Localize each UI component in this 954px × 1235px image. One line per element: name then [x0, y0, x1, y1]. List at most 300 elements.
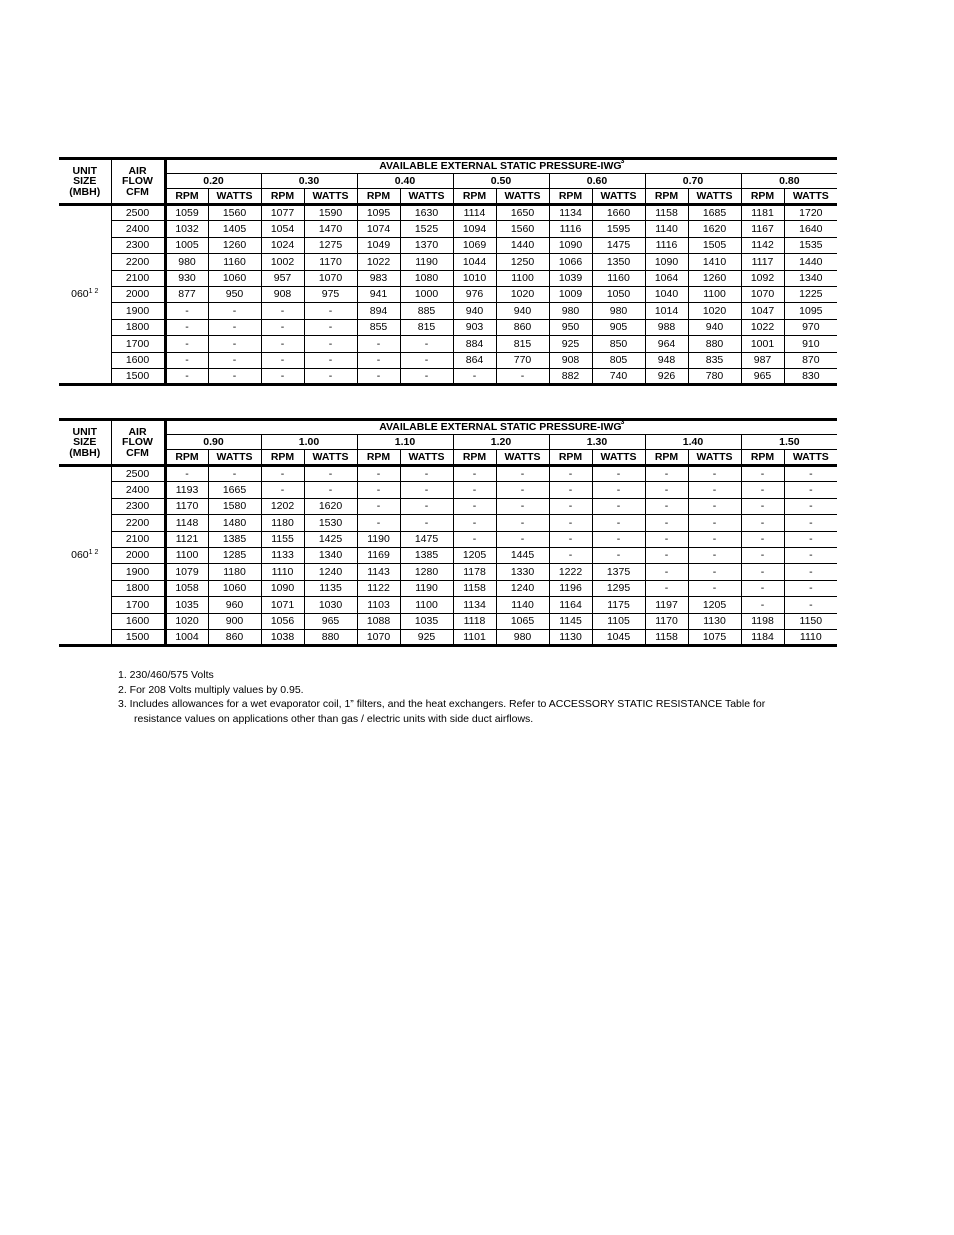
- watts-cell: -: [208, 319, 261, 335]
- pressure-value-header: 1.10: [357, 435, 453, 450]
- rpm-cell: 1116: [645, 237, 688, 253]
- cfm-cell: 2200: [111, 254, 165, 270]
- watts-cell: 1110: [784, 629, 837, 645]
- rpm-column-header: RPM: [741, 189, 784, 205]
- rpm-cell: -: [261, 336, 304, 352]
- rpm-cell: 1170: [645, 613, 688, 629]
- rpm-cell: 1005: [165, 237, 208, 253]
- watts-column-header: WATTS: [592, 189, 645, 205]
- rpm-cell: 1069: [453, 237, 496, 253]
- cfm-cell: 1900: [111, 564, 165, 580]
- rpm-cell: -: [261, 352, 304, 368]
- rpm-cell: 948: [645, 352, 688, 368]
- rpm-cell: -: [261, 319, 304, 335]
- rpm-cell: 1070: [741, 286, 784, 302]
- rpm-cell: 1035: [165, 597, 208, 613]
- air-flow-header-line: CFM: [126, 185, 149, 198]
- cfm-cell: 1900: [111, 303, 165, 319]
- rpm-column-header: RPM: [165, 189, 208, 205]
- rpm-cell: -: [549, 547, 592, 563]
- unit-size-header: [59, 420, 111, 466]
- watts-cell: 1285: [208, 547, 261, 563]
- cfm-cell: 1500: [111, 368, 165, 384]
- watts-cell: 1630: [400, 205, 453, 221]
- rpm-column-header: RPM: [645, 189, 688, 205]
- rpm-cell: 1158: [645, 629, 688, 645]
- rpm-cell: 1056: [261, 613, 304, 629]
- watts-cell: -: [400, 368, 453, 384]
- watts-cell: -: [592, 498, 645, 514]
- watts-column-header: WATTS: [496, 450, 549, 466]
- rpm-column-header: RPM: [549, 450, 592, 466]
- rpm-cell: 1197: [645, 597, 688, 613]
- watts-cell: 900: [208, 613, 261, 629]
- rpm-cell: 1140: [645, 221, 688, 237]
- table-row: [59, 254, 837, 270]
- watts-cell: 1080: [400, 270, 453, 286]
- table-row: [59, 531, 837, 547]
- rpm-cell: 1079: [165, 564, 208, 580]
- cfm-cell: 2500: [111, 205, 165, 221]
- table-row: [59, 237, 837, 253]
- rpm-cell: 908: [549, 352, 592, 368]
- rpm-cell: -: [741, 531, 784, 547]
- watts-cell: -: [688, 498, 741, 514]
- rpm-cell: -: [741, 597, 784, 613]
- rpm-cell: 1058: [165, 580, 208, 596]
- pressure-value-header: 0.40: [357, 174, 453, 189]
- unit-size-footnotes: 1 2: [88, 288, 99, 296]
- watts-cell: 880: [304, 629, 357, 645]
- watts-cell: 1330: [496, 564, 549, 580]
- table-row: [59, 286, 837, 302]
- watts-cell: -: [592, 482, 645, 498]
- watts-cell: 1150: [784, 613, 837, 629]
- rpm-cell: 1118: [453, 613, 496, 629]
- watts-column-header: WATTS: [304, 189, 357, 205]
- rpm-cell: -: [645, 564, 688, 580]
- rpm-cell: 1103: [357, 597, 400, 613]
- rpm-cell: 1110: [261, 564, 304, 580]
- rpm-cell: -: [357, 466, 400, 482]
- watts-column-header: WATTS: [400, 450, 453, 466]
- watts-cell: 1070: [304, 270, 357, 286]
- rpm-cell: -: [165, 336, 208, 352]
- rpm-cell: -: [165, 466, 208, 482]
- footnotes: [118, 668, 818, 726]
- rpm-cell: -: [741, 515, 784, 531]
- pressure-value-header: 1.40: [645, 435, 741, 450]
- rpm-cell: -: [549, 466, 592, 482]
- rpm-cell: -: [165, 368, 208, 384]
- rpm-cell: -: [357, 336, 400, 352]
- watts-cell: 1595: [592, 221, 645, 237]
- watts-cell: -: [304, 466, 357, 482]
- watts-cell: -: [208, 352, 261, 368]
- watts-cell: -: [304, 319, 357, 335]
- rpm-cell: 1180: [261, 515, 304, 531]
- watts-cell: 970: [784, 319, 837, 335]
- rpm-cell: 941: [357, 286, 400, 302]
- cfm-cell: 2400: [111, 482, 165, 498]
- watts-cell: -: [688, 482, 741, 498]
- rpm-cell: 1092: [741, 270, 784, 286]
- rpm-cell: -: [165, 319, 208, 335]
- rpm-cell: -: [261, 303, 304, 319]
- watts-cell: 1035: [400, 613, 453, 629]
- watts-cell: -: [208, 336, 261, 352]
- rpm-cell: -: [645, 498, 688, 514]
- watts-cell: 1100: [400, 597, 453, 613]
- rpm-cell: 1049: [357, 237, 400, 253]
- rpm-cell: 1059: [165, 205, 208, 221]
- rpm-cell: 1205: [453, 547, 496, 563]
- footnote-2: 2. For 208 Volts multiply values by 0.95.: [118, 683, 304, 696]
- table-row: [59, 547, 837, 563]
- watts-cell: 1440: [784, 254, 837, 270]
- watts-cell: 1020: [688, 303, 741, 319]
- rpm-cell: 1164: [549, 597, 592, 613]
- watts-cell: -: [304, 336, 357, 352]
- rpm-cell: -: [357, 368, 400, 384]
- unit-size-header-line: (MBH): [69, 446, 101, 459]
- watts-cell: -: [208, 368, 261, 384]
- watts-cell: -: [400, 466, 453, 482]
- watts-cell: -: [304, 368, 357, 384]
- rpm-cell: 1158: [645, 205, 688, 221]
- footnote-3: 3. Includes allowances for a wet evaporator coil, 1” filters, and the heat exchangers. Refer to ACCESSORY STATIC RESISTANCE Table for: [118, 698, 766, 710]
- table-row: [59, 482, 837, 498]
- pressure-title-text: AVAILABLE EXTERNAL STATIC PRESSURE-IWG: [379, 421, 622, 434]
- watts-cell: 1650: [496, 205, 549, 221]
- watts-cell: 830: [784, 368, 837, 384]
- rpm-cell: -: [165, 352, 208, 368]
- air-flow-header-line: AIR: [128, 164, 147, 177]
- watts-cell: -: [688, 547, 741, 563]
- watts-cell: 980: [592, 303, 645, 319]
- rpm-cell: 1054: [261, 221, 304, 237]
- rpm-cell: 1032: [165, 221, 208, 237]
- rpm-cell: 950: [549, 319, 592, 335]
- rpm-cell: 957: [261, 270, 304, 286]
- rpm-cell: -: [741, 498, 784, 514]
- watts-cell: 1180: [208, 564, 261, 580]
- watts-cell: -: [400, 352, 453, 368]
- rpm-cell: 1064: [645, 270, 688, 286]
- watts-cell: -: [496, 498, 549, 514]
- rpm-cell: 1117: [741, 254, 784, 270]
- cfm-cell: 2400: [111, 221, 165, 237]
- rpm-cell: -: [261, 368, 304, 384]
- rpm-cell: 1158: [453, 580, 496, 596]
- table-row: [59, 205, 837, 221]
- watts-cell: -: [688, 515, 741, 531]
- rpm-cell: 1202: [261, 498, 304, 514]
- cfm-cell: 1500: [111, 629, 165, 645]
- unit-size-header-line: UNIT: [72, 164, 97, 177]
- watts-column-header: WATTS: [688, 189, 741, 205]
- watts-cell: 1475: [592, 237, 645, 253]
- watts-cell: 1060: [208, 270, 261, 286]
- watts-cell: 1060: [208, 580, 261, 596]
- rpm-cell: 1014: [645, 303, 688, 319]
- watts-cell: -: [784, 531, 837, 547]
- rpm-cell: -: [741, 466, 784, 482]
- cfm-cell: 2000: [111, 286, 165, 302]
- table-row: [59, 270, 837, 286]
- watts-cell: 1480: [208, 515, 261, 531]
- watts-cell: 1190: [400, 254, 453, 270]
- watts-cell: 1580: [208, 498, 261, 514]
- rpm-cell: 894: [357, 303, 400, 319]
- table-row: [59, 564, 837, 580]
- watts-cell: 1045: [592, 629, 645, 645]
- watts-cell: 1350: [592, 254, 645, 270]
- air-flow-header-line: CFM: [126, 446, 149, 459]
- watts-cell: 1385: [208, 531, 261, 547]
- watts-cell: -: [400, 482, 453, 498]
- watts-cell: 1525: [400, 221, 453, 237]
- cfm-cell: 2300: [111, 498, 165, 514]
- rpm-cell: -: [645, 547, 688, 563]
- pressure-title-text: AVAILABLE EXTERNAL STATIC PRESSURE-IWG: [379, 160, 622, 173]
- rpm-cell: 1022: [741, 319, 784, 335]
- watts-cell: 1665: [208, 482, 261, 498]
- watts-cell: 1340: [304, 547, 357, 563]
- watts-cell: -: [304, 352, 357, 368]
- unit-size-header-line: (MBH): [69, 185, 101, 198]
- watts-column-header: WATTS: [208, 189, 261, 205]
- cfm-cell: 2000: [111, 547, 165, 563]
- pressure-value-header: 0.70: [645, 174, 741, 189]
- rpm-cell: 965: [741, 368, 784, 384]
- air-flow-header-line: AIR: [128, 425, 147, 438]
- rpm-cell: 1070: [357, 629, 400, 645]
- rpm-cell: 925: [549, 336, 592, 352]
- rpm-cell: -: [549, 515, 592, 531]
- rpm-cell: -: [357, 515, 400, 531]
- watts-cell: -: [304, 482, 357, 498]
- watts-cell: 960: [208, 597, 261, 613]
- rpm-cell: 1196: [549, 580, 592, 596]
- watts-cell: 1410: [688, 254, 741, 270]
- watts-cell: 1295: [592, 580, 645, 596]
- rpm-cell: -: [741, 547, 784, 563]
- table-row: [59, 352, 837, 368]
- rpm-cell: 964: [645, 336, 688, 352]
- rpm-cell: -: [261, 482, 304, 498]
- rpm-cell: -: [357, 482, 400, 498]
- rpm-cell: -: [357, 498, 400, 514]
- rpm-cell: 1010: [453, 270, 496, 286]
- watts-cell: -: [688, 580, 741, 596]
- watts-cell: 940: [496, 303, 549, 319]
- rpm-cell: 1020: [165, 613, 208, 629]
- unit-size-footnotes: 1 2: [88, 549, 99, 557]
- pressure-value-header: 0.20: [165, 174, 261, 189]
- rpm-column-header: RPM: [165, 450, 208, 466]
- air-flow-header-line: FLOW: [122, 436, 153, 449]
- cfm-cell: 1700: [111, 597, 165, 613]
- rpm-cell: 1170: [165, 498, 208, 514]
- rpm-cell: 1121: [165, 531, 208, 547]
- rpm-cell: 926: [645, 368, 688, 384]
- watts-cell: 1370: [400, 237, 453, 253]
- rpm-cell: -: [165, 303, 208, 319]
- pressure-value-header: 1.20: [453, 435, 549, 450]
- watts-cell: 1440: [496, 237, 549, 253]
- rpm-cell: 988: [645, 319, 688, 335]
- rpm-cell: -: [549, 498, 592, 514]
- rpm-cell: -: [645, 482, 688, 498]
- pressure-value-header: 0.50: [453, 174, 549, 189]
- rpm-column-header: RPM: [645, 450, 688, 466]
- rpm-cell: 903: [453, 319, 496, 335]
- rpm-column-header: RPM: [357, 450, 400, 466]
- rpm-cell: -: [549, 531, 592, 547]
- rpm-cell: 1101: [453, 629, 496, 645]
- watts-cell: 1020: [496, 286, 549, 302]
- table-row: [59, 580, 837, 596]
- watts-cell: 1225: [784, 286, 837, 302]
- watts-cell: 1130: [688, 613, 741, 629]
- watts-cell: 1260: [208, 237, 261, 253]
- rpm-cell: 1077: [261, 205, 304, 221]
- watts-cell: 1030: [304, 597, 357, 613]
- unit-size-header-line: SIZE: [73, 175, 97, 188]
- watts-cell: 905: [592, 319, 645, 335]
- cfm-cell: 2100: [111, 531, 165, 547]
- rpm-cell: 1142: [741, 237, 784, 253]
- rpm-cell: 930: [165, 270, 208, 286]
- watts-cell: 1340: [784, 270, 837, 286]
- cfm-cell: 2200: [111, 515, 165, 531]
- rpm-cell: 1047: [741, 303, 784, 319]
- watts-cell: 940: [688, 319, 741, 335]
- rpm-cell: 1178: [453, 564, 496, 580]
- watts-cell: -: [592, 466, 645, 482]
- rpm-cell: 864: [453, 352, 496, 368]
- rpm-column-header: RPM: [453, 450, 496, 466]
- watts-cell: -: [400, 515, 453, 531]
- watts-cell: 1160: [208, 254, 261, 270]
- watts-cell: 850: [592, 336, 645, 352]
- rpm-cell: 1190: [357, 531, 400, 547]
- watts-cell: -: [784, 515, 837, 531]
- watts-cell: 925: [400, 629, 453, 645]
- rpm-cell: -: [549, 482, 592, 498]
- cfm-cell: 1800: [111, 580, 165, 596]
- watts-cell: 1375: [592, 564, 645, 580]
- footnote-3-continued: resistance values on applications other than gas / electric units with side duct airflows.: [134, 712, 534, 725]
- pressure-value-header: 1.30: [549, 435, 645, 450]
- table-row: [59, 466, 837, 482]
- rpm-column-header: RPM: [261, 189, 304, 205]
- blower-performance-table-2: [59, 418, 837, 647]
- rpm-cell: -: [453, 498, 496, 514]
- watts-cell: 835: [688, 352, 741, 368]
- rpm-cell: 1095: [357, 205, 400, 221]
- rpm-cell: 1198: [741, 613, 784, 629]
- pressure-value-header: 0.80: [741, 174, 837, 189]
- rpm-cell: 1155: [261, 531, 304, 547]
- rpm-cell: 1090: [549, 237, 592, 253]
- watts-cell: 880: [688, 336, 741, 352]
- rpm-cell: 1088: [357, 613, 400, 629]
- table-row: [59, 629, 837, 645]
- watts-cell: -: [208, 303, 261, 319]
- watts-cell: 1050: [592, 286, 645, 302]
- rpm-cell: 1066: [549, 254, 592, 270]
- unit-size-value: 060: [71, 288, 89, 301]
- watts-cell: 1240: [496, 580, 549, 596]
- unit-size-cell: [59, 466, 111, 646]
- rpm-cell: 1133: [261, 547, 304, 563]
- rpm-cell: 908: [261, 286, 304, 302]
- watts-cell: 910: [784, 336, 837, 352]
- rpm-cell: -: [645, 515, 688, 531]
- table-row: [59, 221, 837, 237]
- rpm-cell: 877: [165, 286, 208, 302]
- watts-cell: 1250: [496, 254, 549, 270]
- watts-cell: 950: [208, 286, 261, 302]
- watts-cell: -: [592, 531, 645, 547]
- pressure-title-footnote: 3: [620, 419, 625, 427]
- rpm-cell: 884: [453, 336, 496, 352]
- table-row: [59, 515, 837, 531]
- rpm-cell: 980: [549, 303, 592, 319]
- watts-cell: 1260: [688, 270, 741, 286]
- watts-cell: 1560: [496, 221, 549, 237]
- watts-cell: 1280: [400, 564, 453, 580]
- watts-cell: 1535: [784, 237, 837, 253]
- watts-cell: 1660: [592, 205, 645, 221]
- rpm-cell: 980: [165, 254, 208, 270]
- table-row: [59, 336, 837, 352]
- watts-cell: 1385: [400, 547, 453, 563]
- rpm-cell: 1001: [741, 336, 784, 352]
- watts-cell: 1175: [592, 597, 645, 613]
- rpm-cell: 1071: [261, 597, 304, 613]
- watts-cell: -: [496, 482, 549, 498]
- rpm-cell: 1024: [261, 237, 304, 253]
- rpm-cell: 1122: [357, 580, 400, 596]
- rpm-cell: 1039: [549, 270, 592, 286]
- rpm-cell: 1002: [261, 254, 304, 270]
- rpm-cell: 1022: [357, 254, 400, 270]
- cfm-cell: 1800: [111, 319, 165, 335]
- watts-cell: 1065: [496, 613, 549, 629]
- rpm-cell: 1193: [165, 482, 208, 498]
- cfm-cell: 1700: [111, 336, 165, 352]
- unit-size-cell: [59, 205, 111, 385]
- rpm-cell: 1074: [357, 221, 400, 237]
- rpm-cell: -: [645, 531, 688, 547]
- watts-cell: 1240: [304, 564, 357, 580]
- watts-cell: 860: [496, 319, 549, 335]
- watts-cell: 980: [496, 629, 549, 645]
- rpm-cell: 1222: [549, 564, 592, 580]
- pressure-title-footnote: 3: [620, 158, 625, 166]
- rpm-cell: -: [453, 515, 496, 531]
- table-row: [59, 597, 837, 613]
- watts-cell: 975: [304, 286, 357, 302]
- rpm-column-header: RPM: [741, 450, 784, 466]
- rpm-cell: 976: [453, 286, 496, 302]
- watts-cell: 1190: [400, 580, 453, 596]
- watts-cell: 780: [688, 368, 741, 384]
- watts-cell: 1170: [304, 254, 357, 270]
